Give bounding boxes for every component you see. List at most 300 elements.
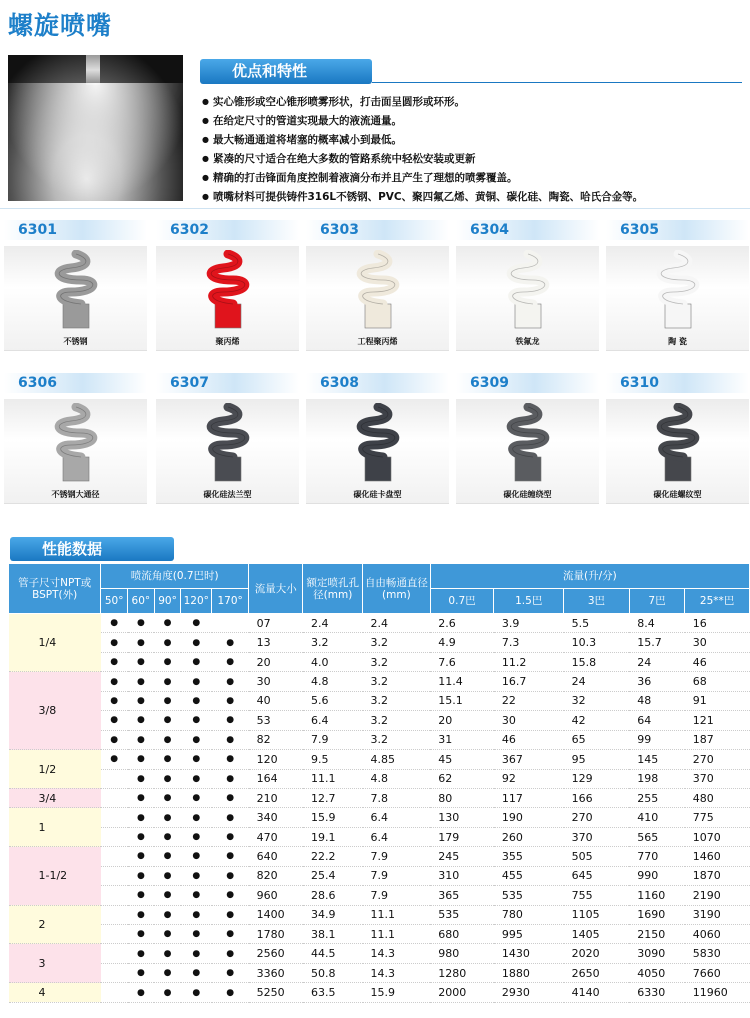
angle-available-dot: ●: [128, 963, 155, 982]
col-header-angle: 90°: [154, 589, 181, 614]
angle-available-dot: ●: [101, 711, 128, 730]
value-cell: 164: [249, 769, 303, 788]
angle-available-dot: ●: [212, 769, 249, 788]
value-cell: 3.2: [363, 652, 431, 671]
value-cell: 270: [685, 750, 750, 769]
value-cell: 1105: [564, 905, 630, 924]
value-cell: 680: [430, 925, 494, 944]
angle-available-dot: ●: [101, 672, 128, 691]
spiral-nozzle-graphic: [643, 403, 713, 489]
pipe-size-cell: 4: [9, 983, 101, 1002]
value-cell: 15.8: [564, 652, 630, 671]
product-model: 6308: [306, 373, 449, 393]
value-cell: 46: [494, 730, 564, 749]
value-cell: 15.1: [430, 691, 494, 710]
divider: [372, 82, 742, 83]
feature-item: ● 喷嘴材料可提供铸件316L不锈钢、PVC、聚四氟乙烯、黄铜、碳化硅、陶瓷、哈氏合金等。: [202, 187, 643, 206]
value-cell: 24: [564, 672, 630, 691]
product-caption: 碳化硅缠绕型: [503, 490, 552, 499]
value-cell: 7660: [685, 963, 750, 982]
value-cell: 32: [564, 691, 630, 710]
col-header-orifice: 额定喷孔孔径(mm): [303, 564, 363, 614]
value-cell: 11.2: [494, 652, 564, 671]
value-cell: 3.2: [363, 633, 431, 652]
col-header-spray-angle: 喷流角度(0.7巴时): [101, 564, 249, 589]
feature-item: ● 精确的打击锋面角度控制着液滴分布并且产生了理想的喷雾覆盖。: [202, 168, 643, 187]
product-image: [306, 246, 449, 351]
value-cell: 190: [494, 808, 564, 827]
angle-available-dot: ●: [212, 788, 249, 807]
angle-available-dot: ●: [128, 750, 155, 769]
col-header-pressure: 25**巴: [685, 589, 750, 614]
value-cell: 42: [564, 711, 630, 730]
angle-available-dot: ●: [128, 847, 155, 866]
angle-available-dot: ●: [181, 769, 212, 788]
spiral-nozzle-graphic: [193, 403, 263, 489]
value-cell: 50.8: [303, 963, 363, 982]
value-cell: 92: [494, 769, 564, 788]
value-cell: 4140: [564, 983, 630, 1002]
value-cell: 820: [249, 866, 303, 885]
product-caption: 碳化硅法兰型: [203, 490, 252, 499]
value-cell: 38.1: [303, 925, 363, 944]
value-cell: 4.8: [363, 769, 431, 788]
feature-item: ● 在给定尺寸的管道实现最大的液流通量。: [202, 111, 643, 130]
angle-available-dot: ●: [212, 652, 249, 671]
angle-available-dot: ●: [181, 614, 212, 633]
angle-empty-cell: [101, 866, 128, 885]
value-cell: 14.3: [363, 944, 431, 963]
value-cell: 46: [685, 652, 750, 671]
value-cell: 2000: [430, 983, 494, 1002]
pipe-size-cell: 2: [9, 905, 101, 944]
value-cell: 370: [564, 827, 630, 846]
value-cell: 14.3: [363, 963, 431, 982]
table-row: [9, 944, 750, 963]
table-row: [9, 925, 750, 944]
pipe-size-cell: 1/2: [9, 750, 101, 789]
angle-available-dot: ●: [128, 633, 155, 652]
angle-available-dot: ●: [181, 963, 212, 982]
angle-empty-cell: [101, 788, 128, 807]
col-header-free-passage: 自由畅通直径(mm): [363, 564, 431, 614]
spiral-nozzle-graphic: [643, 250, 713, 336]
col-header-pipe-size: 管子尺寸NPT或BSPT(外): [9, 564, 101, 614]
product-model: 6309: [456, 373, 599, 393]
value-cell: 16.7: [494, 672, 564, 691]
value-cell: 30: [494, 711, 564, 730]
feature-item: ● 紧凑的尺寸适合在绝大多数的管路系统中轻松安装或更新: [202, 149, 643, 168]
value-cell: 25.4: [303, 866, 363, 885]
value-cell: 22: [494, 691, 564, 710]
angle-available-dot: ●: [154, 827, 181, 846]
value-cell: 1780: [249, 925, 303, 944]
product-image: [156, 246, 299, 351]
spiral-nozzle-graphic: [343, 250, 413, 336]
angle-available-dot: ●: [212, 633, 249, 652]
divider: [0, 208, 750, 209]
value-cell: 120: [249, 750, 303, 769]
value-cell: 565: [629, 827, 684, 846]
pipe-size-cell: 1-1/2: [9, 847, 101, 905]
product-caption: 陶 瓷: [668, 337, 687, 346]
value-cell: 30: [685, 633, 750, 652]
value-cell: 7.8: [363, 788, 431, 807]
value-cell: 07: [249, 614, 303, 633]
value-cell: 365: [430, 886, 494, 905]
value-cell: 2.4: [363, 614, 431, 633]
angle-available-dot: ●: [212, 730, 249, 749]
value-cell: 5830: [685, 944, 750, 963]
value-cell: 755: [564, 886, 630, 905]
pipe-size-cell: 3/4: [9, 788, 101, 807]
product-model: 6301: [4, 220, 147, 240]
angle-available-dot: ●: [101, 633, 128, 652]
angle-available-dot: ●: [212, 672, 249, 691]
product-model: 6307: [156, 373, 299, 393]
value-cell: 2930: [494, 983, 564, 1002]
product-card-6303: [306, 220, 449, 351]
feature-item: ● 实心锥形或空心锥形喷雾形状，打击面呈圆形或环形。: [202, 92, 643, 111]
product-caption: 工程聚丙烯: [357, 337, 398, 346]
value-cell: 1870: [685, 866, 750, 885]
value-cell: 5.5: [564, 614, 630, 633]
product-model: 6302: [156, 220, 299, 240]
spray-photo: [8, 55, 183, 201]
value-cell: 4.85: [363, 750, 431, 769]
product-image: [606, 246, 749, 351]
value-cell: 340: [249, 808, 303, 827]
value-cell: 11.1: [363, 925, 431, 944]
angle-available-dot: ●: [154, 672, 181, 691]
angle-available-dot: ●: [212, 847, 249, 866]
spiral-nozzle-graphic: [41, 250, 111, 336]
col-header-flow-size: 流量大小: [249, 564, 303, 614]
value-cell: 65: [564, 730, 630, 749]
value-cell: 7.9: [363, 886, 431, 905]
angle-available-dot: ●: [181, 788, 212, 807]
angle-available-dot: ●: [212, 827, 249, 846]
value-cell: 179: [430, 827, 494, 846]
angle-available-dot: ●: [128, 769, 155, 788]
angle-empty-cell: [101, 983, 128, 1002]
angle-available-dot: ●: [154, 691, 181, 710]
product-card-6307: [156, 373, 299, 504]
angle-available-dot: ●: [128, 866, 155, 885]
product-card-6301: [4, 220, 147, 351]
angle-empty-cell: [101, 827, 128, 846]
angle-empty-cell: [101, 886, 128, 905]
value-cell: 255: [629, 788, 684, 807]
performance-heading: 性能数据: [10, 537, 174, 561]
col-header-pressure: 0.7巴: [430, 589, 494, 614]
value-cell: 367: [494, 750, 564, 769]
pipe-size-cell: 1: [9, 808, 101, 847]
spiral-nozzle-graphic: [41, 403, 111, 489]
table-row: [9, 886, 750, 905]
angle-available-dot: ●: [154, 750, 181, 769]
angle-empty-cell: [101, 808, 128, 827]
value-cell: 3.2: [303, 633, 363, 652]
angle-available-dot: ●: [101, 652, 128, 671]
angle-available-dot: ●: [101, 614, 128, 633]
value-cell: 44.5: [303, 944, 363, 963]
value-cell: 1405: [564, 925, 630, 944]
value-cell: 15.9: [363, 983, 431, 1002]
value-cell: 13: [249, 633, 303, 652]
angle-empty-cell: [101, 925, 128, 944]
col-header-angle: 60°: [128, 589, 155, 614]
value-cell: 48: [629, 691, 684, 710]
value-cell: 3.2: [363, 730, 431, 749]
value-cell: 1460: [685, 847, 750, 866]
value-cell: 1880: [494, 963, 564, 982]
angle-available-dot: ●: [154, 788, 181, 807]
col-header-pressure: 3巴: [564, 589, 630, 614]
value-cell: 45: [430, 750, 494, 769]
angle-available-dot: ●: [154, 983, 181, 1002]
value-cell: 22.2: [303, 847, 363, 866]
angle-available-dot: ●: [181, 672, 212, 691]
angle-available-dot: ●: [128, 925, 155, 944]
spiral-nozzle-graphic: [343, 403, 413, 489]
product-caption: 铁氟龙: [515, 337, 540, 346]
angle-available-dot: ●: [154, 614, 181, 633]
value-cell: 260: [494, 827, 564, 846]
value-cell: 6330: [629, 983, 684, 1002]
angle-available-dot: ●: [128, 711, 155, 730]
angle-available-dot: ●: [128, 691, 155, 710]
angle-available-dot: ●: [181, 866, 212, 885]
value-cell: 15.9: [303, 808, 363, 827]
value-cell: 370: [685, 769, 750, 788]
angle-available-dot: ●: [101, 730, 128, 749]
angle-available-dot: ●: [181, 750, 212, 769]
product-card-6305: [606, 220, 749, 351]
value-cell: 995: [494, 925, 564, 944]
value-cell: 40: [249, 691, 303, 710]
angle-available-dot: ●: [181, 925, 212, 944]
angle-empty-cell: [212, 614, 249, 633]
value-cell: 34.9: [303, 905, 363, 924]
angle-available-dot: ●: [101, 750, 128, 769]
value-cell: 11.1: [363, 905, 431, 924]
value-cell: 3360: [249, 963, 303, 982]
value-cell: 80: [430, 788, 494, 807]
value-cell: 20: [249, 652, 303, 671]
value-cell: 20: [430, 711, 494, 730]
features-heading: 优点和特性: [200, 59, 372, 84]
value-cell: 99: [629, 730, 684, 749]
angle-available-dot: ●: [128, 827, 155, 846]
table-row: [9, 788, 750, 807]
value-cell: 30: [249, 672, 303, 691]
product-image: [456, 246, 599, 351]
value-cell: 470: [249, 827, 303, 846]
pipe-size-cell: 1/4: [9, 614, 101, 672]
feature-item: ● 最大畅通通道将堵塞的概率减小到最低。: [202, 130, 643, 149]
value-cell: 1690: [629, 905, 684, 924]
angle-available-dot: ●: [212, 925, 249, 944]
table-row: [9, 866, 750, 885]
value-cell: 1400: [249, 905, 303, 924]
value-cell: 4.0: [303, 652, 363, 671]
value-cell: 68: [685, 672, 750, 691]
product-card-6304: [456, 220, 599, 351]
angle-empty-cell: [101, 769, 128, 788]
value-cell: 1160: [629, 886, 684, 905]
value-cell: 198: [629, 769, 684, 788]
angle-available-dot: ●: [181, 983, 212, 1002]
product-card-6310: [606, 373, 749, 504]
col-header-pressure: 7巴: [629, 589, 684, 614]
col-header-pressure: 1.5巴: [494, 589, 564, 614]
angle-available-dot: ●: [181, 808, 212, 827]
value-cell: 166: [564, 788, 630, 807]
angle-available-dot: ●: [128, 886, 155, 905]
angle-available-dot: ●: [181, 652, 212, 671]
spiral-nozzle-graphic: [493, 250, 563, 336]
product-caption: 碳化硅卡盘型: [353, 490, 402, 499]
value-cell: 7.9: [363, 847, 431, 866]
product-image: [306, 399, 449, 504]
angle-available-dot: ●: [128, 652, 155, 671]
angle-available-dot: ●: [154, 769, 181, 788]
angle-available-dot: ●: [101, 691, 128, 710]
value-cell: 210: [249, 788, 303, 807]
table-row: [9, 730, 750, 749]
value-cell: 4050: [629, 963, 684, 982]
value-cell: 780: [494, 905, 564, 924]
value-cell: 145: [629, 750, 684, 769]
angle-available-dot: ●: [181, 827, 212, 846]
value-cell: 3.2: [363, 711, 431, 730]
value-cell: 770: [629, 847, 684, 866]
value-cell: 53: [249, 711, 303, 730]
value-cell: 10.3: [564, 633, 630, 652]
value-cell: 480: [685, 788, 750, 807]
value-cell: 2150: [629, 925, 684, 944]
product-image: [156, 399, 299, 504]
product-image: [456, 399, 599, 504]
angle-available-dot: ●: [154, 866, 181, 885]
angle-available-dot: ●: [154, 847, 181, 866]
value-cell: 990: [629, 866, 684, 885]
value-cell: 15.7: [629, 633, 684, 652]
value-cell: 2.4: [303, 614, 363, 633]
value-cell: 410: [629, 808, 684, 827]
value-cell: 31: [430, 730, 494, 749]
product-caption: 不锈钢大通径: [51, 490, 100, 499]
product-card-6309: [456, 373, 599, 504]
product-card-6302: [156, 220, 299, 351]
value-cell: 9.5: [303, 750, 363, 769]
angle-available-dot: ●: [128, 730, 155, 749]
value-cell: 6.4: [363, 808, 431, 827]
value-cell: 310: [430, 866, 494, 885]
table-row: [9, 905, 750, 924]
value-cell: 3.2: [363, 691, 431, 710]
angle-empty-cell: [101, 944, 128, 963]
value-cell: 2650: [564, 963, 630, 982]
angle-available-dot: ●: [154, 944, 181, 963]
features-list: [202, 92, 643, 206]
angle-available-dot: ●: [128, 788, 155, 807]
angle-available-dot: ●: [128, 983, 155, 1002]
value-cell: 82: [249, 730, 303, 749]
value-cell: 16: [685, 614, 750, 633]
value-cell: 8.4: [629, 614, 684, 633]
product-model: 6306: [4, 373, 147, 393]
table-row: [9, 614, 750, 633]
product-model: 6303: [306, 220, 449, 240]
product-caption: 聚丙烯: [215, 337, 240, 346]
pipe-size-cell: 3/8: [9, 672, 101, 750]
value-cell: 12.7: [303, 788, 363, 807]
value-cell: 91: [685, 691, 750, 710]
value-cell: 980: [430, 944, 494, 963]
product-caption: 碳化硅螺纹型: [653, 490, 702, 499]
value-cell: 355: [494, 847, 564, 866]
angle-available-dot: ●: [128, 614, 155, 633]
value-cell: 28.6: [303, 886, 363, 905]
table-row: [9, 711, 750, 730]
col-header-flow-rate: 流量(升/分): [430, 564, 749, 589]
table-row: [9, 691, 750, 710]
value-cell: 5.6: [303, 691, 363, 710]
value-cell: 5250: [249, 983, 303, 1002]
value-cell: 640: [249, 847, 303, 866]
product-model: 6305: [606, 220, 749, 240]
value-cell: 455: [494, 866, 564, 885]
value-cell: 535: [494, 886, 564, 905]
value-cell: 6.4: [363, 827, 431, 846]
page-title: 螺旋喷嘴: [8, 11, 113, 40]
value-cell: 1280: [430, 963, 494, 982]
value-cell: 2020: [564, 944, 630, 963]
angle-available-dot: ●: [181, 886, 212, 905]
nozzle-graphic: [86, 55, 100, 85]
value-cell: 4060: [685, 925, 750, 944]
value-cell: 62: [430, 769, 494, 788]
spray-cone-graphic: [8, 83, 183, 201]
value-cell: 245: [430, 847, 494, 866]
value-cell: 645: [564, 866, 630, 885]
col-header-angle: 50°: [101, 589, 128, 614]
angle-available-dot: ●: [181, 905, 212, 924]
angle-available-dot: ●: [212, 983, 249, 1002]
value-cell: 2560: [249, 944, 303, 963]
value-cell: 3190: [685, 905, 750, 924]
value-cell: 7.9: [303, 730, 363, 749]
angle-empty-cell: [101, 905, 128, 924]
product-card-6308: [306, 373, 449, 504]
angle-available-dot: ●: [154, 711, 181, 730]
value-cell: 24: [629, 652, 684, 671]
product-model: 6304: [456, 220, 599, 240]
value-cell: 64: [629, 711, 684, 730]
angle-available-dot: ●: [181, 944, 212, 963]
spiral-nozzle-graphic: [493, 403, 563, 489]
value-cell: 130: [430, 808, 494, 827]
table-row: [9, 769, 750, 788]
angle-available-dot: ●: [154, 905, 181, 924]
value-cell: 270: [564, 808, 630, 827]
product-image: [4, 399, 147, 504]
angle-available-dot: ●: [212, 711, 249, 730]
angle-available-dot: ●: [154, 808, 181, 827]
value-cell: 7.3: [494, 633, 564, 652]
